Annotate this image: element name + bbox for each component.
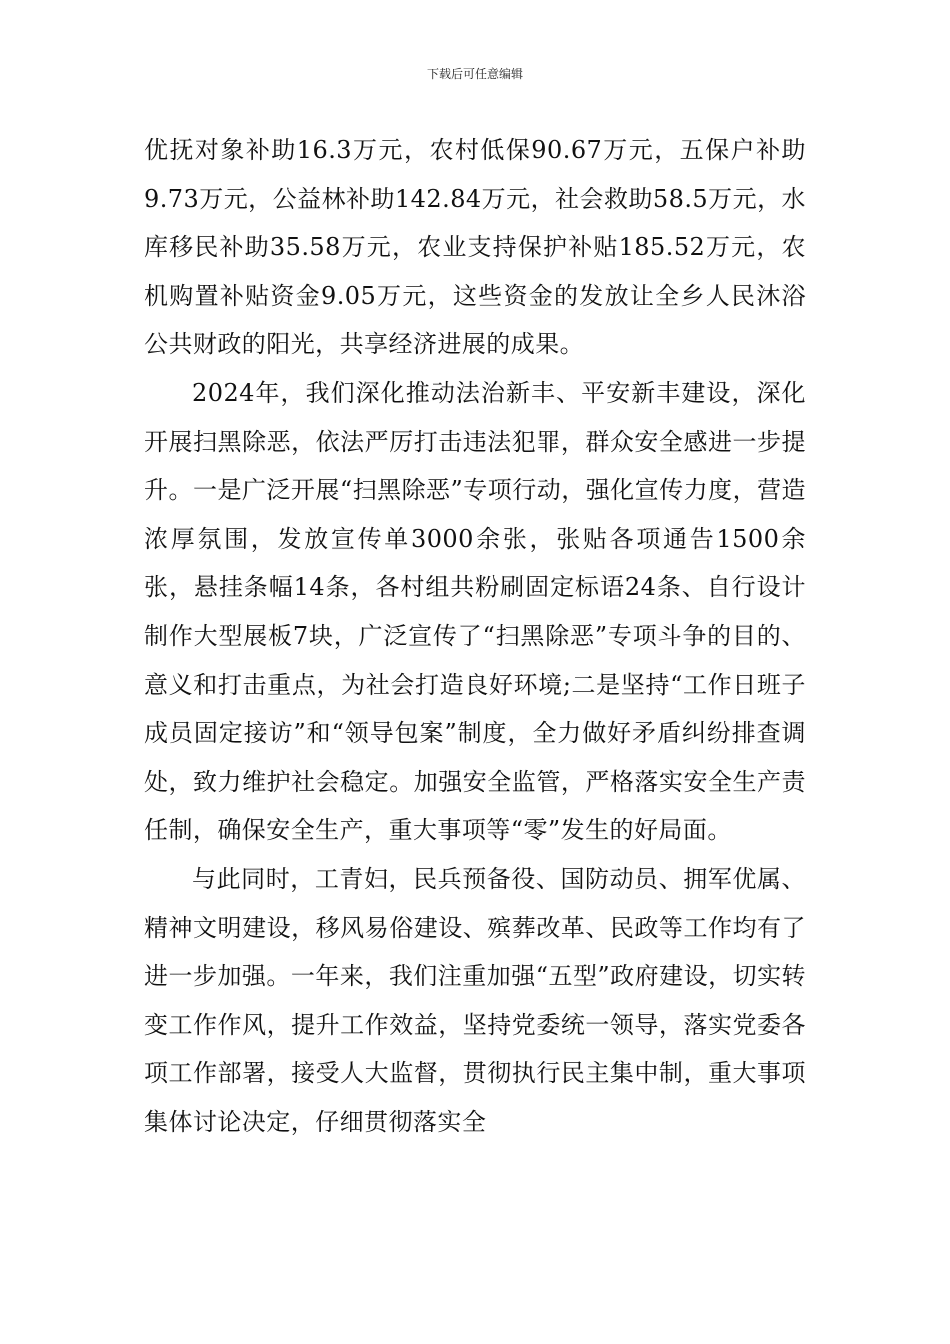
- document-body: [144, 126, 806, 1146]
- paragraph-subsidies: 优抚对象补助16.3万元，农村低保90.67万元，五保户补助9.73万元，公益林补助142.84万元，社会救助58.5万元，水库移民补助35.58万元，农业支持保护补贴185.52万元，农机购置补贴资金9.05万元，这些资金的发放让全乡人民沐浴公共财政的阳光，共享经济进展的成果。: [144, 136, 806, 359]
- paragraph-rule-of-law: 2024年，我们深化推动法治新丰、平安新丰建设，深化开展扫黑除恶，依法严厉打击违法犯罪，群众安全感进一步提升。一是广泛开展“扫黑除恶”专项行动，强化宣传力度，营造浓厚氛围，发放宣传单3000余张，张贴各项通告1500余张，悬挂条幅14条，各村组共粉刷固定标语24条、自行设计制作大型展板7块，广泛宣传了“扫黑除恶”专项斗争的目的、意义和打击重点，为社会打造良好环境;二是坚持“工作日班子成员固定接访”和“领导包案”制度，全力做好矛盾纠纷排查调处，致力维护社会稳定。加强安全监管，严格落实安全生产责任制，确保安全生产，重大事项等“零”发生的好局面。: [144, 378, 806, 845]
- paragraph-government-building: 与此同时，工青妇，民兵预备役、国防动员、拥军优属、精神文明建设，移风易俗建设、殡葬改革、民政等工作均有了进一步加强。一年来，我们注重加强“五型”政府建设，切实转变工作作风，提升工作效益，坚持党委统一领导，落实党委各项工作部署，接受人大监督，贯彻执行民主集中制，重大事项集体讨论决定，仔细贯彻落实全: [144, 864, 806, 1136]
- page-header: 下载后可任意编辑: [426, 67, 523, 81]
